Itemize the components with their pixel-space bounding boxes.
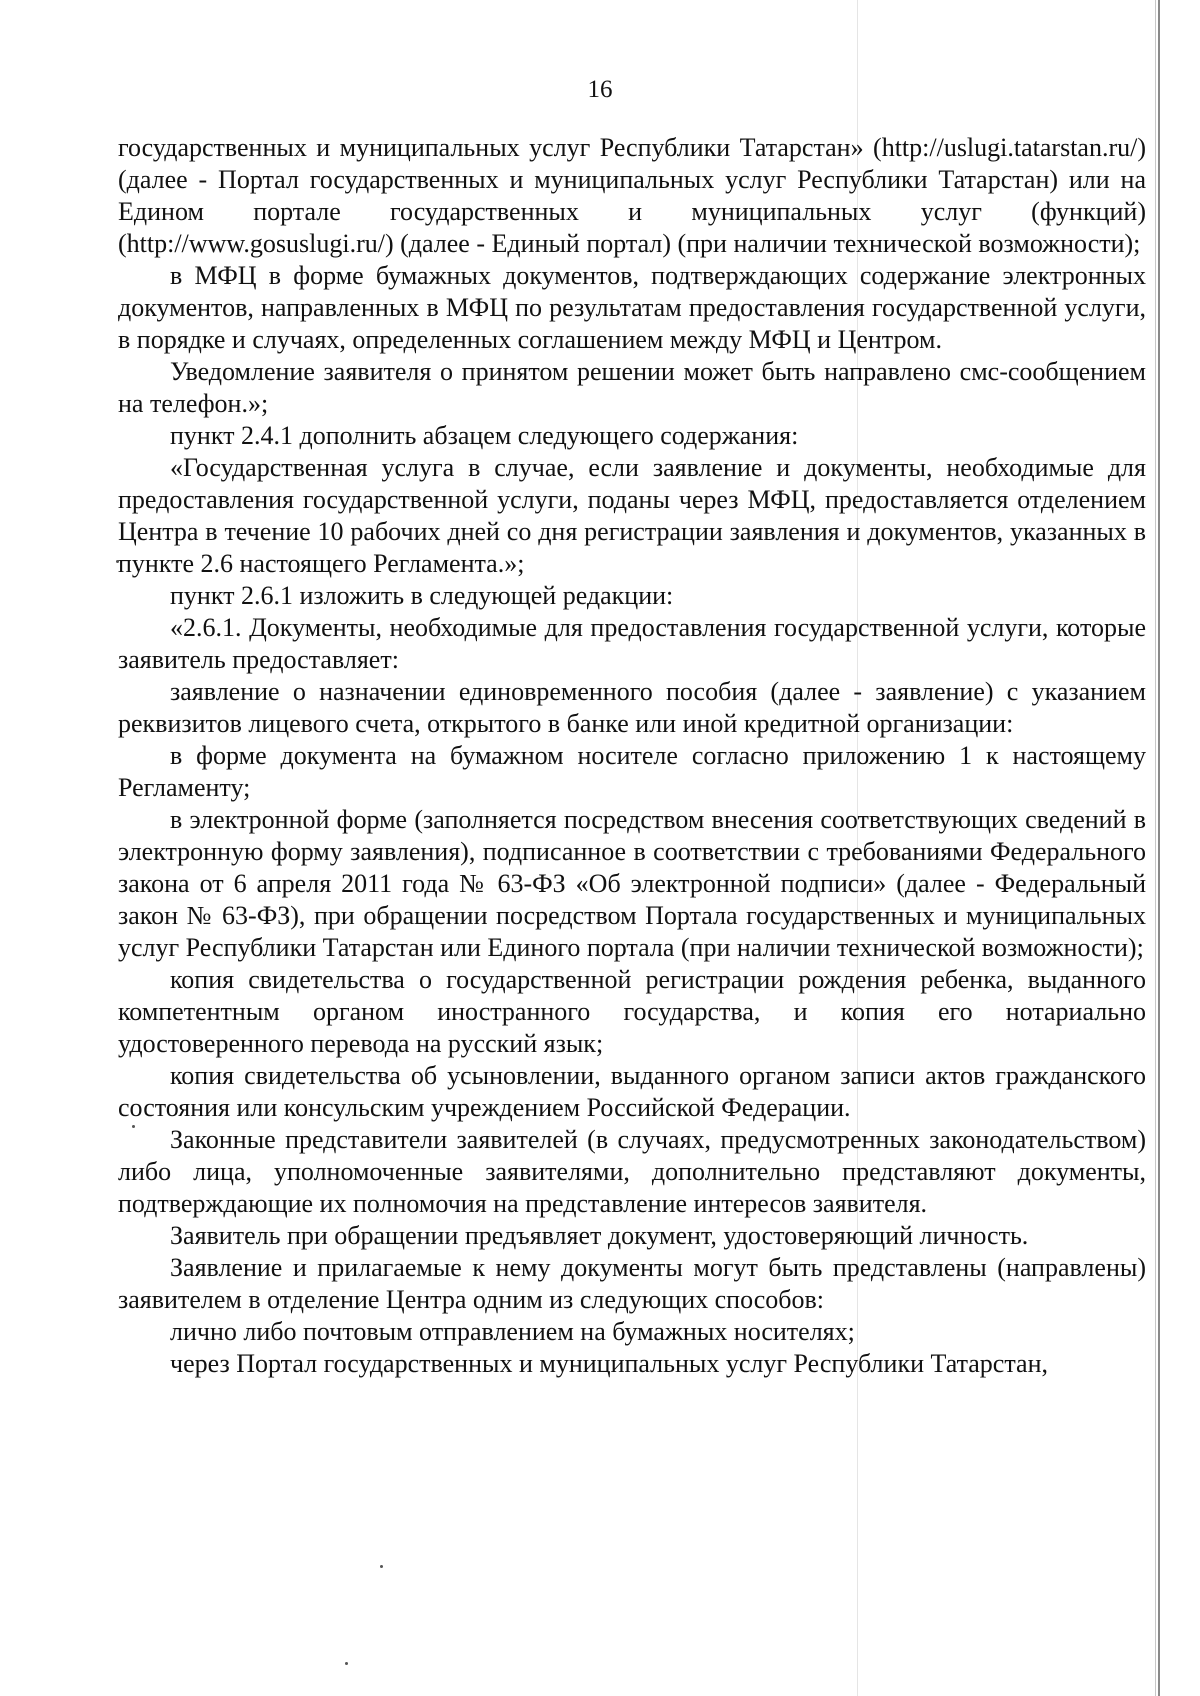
paragraph: лично либо почтовым отправлением на бумажных носителях; — [170, 1317, 855, 1346]
paragraph: через Портал государственных и муниципальных услуг Республики Татарстан, — [170, 1349, 1048, 1378]
paragraph: Заявитель при обращении предъявляет документ, удостоверяющий личность. — [170, 1221, 1029, 1250]
scan-speck — [345, 1662, 348, 1665]
paragraph: «Государственная услуга в случае, если заявление и документы, необходимые для предоставления государственной услуги, поданы через МФЦ, предоставляется отделением Центра в течение 10 рабочих дней со дня регистрации заявления и документов, указанных в пункте 2.6 настоящего Регламента.»; — [118, 453, 1146, 578]
paragraph: Заявление и прилагаемые к нему документы могут быть представлены (направлены) заявителем в отделение Центра одним из следующих способов: — [118, 1253, 1146, 1314]
document-body — [118, 132, 1146, 1380]
paragraph: копия свидетельства о государственной регистрации рождения ребенка, выданного компетентным органом иностранного государства, и копия его нотариально удостоверенного перевода на русский язык; — [118, 965, 1146, 1058]
paragraph: «2.6.1. Документы, необходимые для предоставления государственной услуги, которые заявитель предоставляет: — [118, 613, 1146, 674]
scan-edge-shadow — [1155, 0, 1156, 1696]
paragraph: копия свидетельства об усыновлении, выданного органом записи актов гражданского состояния или консульским учреждением Российской Федерации. — [118, 1061, 1146, 1122]
page-number: 16 — [587, 76, 613, 103]
paragraph: пункт 2.4.1 дополнить абзацем следующего содержания: — [170, 421, 799, 450]
paragraph: Законные представители заявителей (в случаях, предусмотренных законодательством) либо лица, уполномоченные заявителями, дополнительно представляют документы, подтверждающие их полномочия на представление интересов заявителя. — [118, 1125, 1146, 1218]
paragraph: государственных и муниципальных услуг Республики Татарстан» (http://uslugi.tatarstan.ru/) (далее - Портал государственных и муниципальных услуг Республики Татарстан) или на Едином портале государственных и муниципальных услуг (функций) (http://www.gosuslugi.ru/) (далее - Единый портал) (при наличии технической возможности); — [118, 133, 1146, 258]
paragraph: заявление о назначении единовременного пособия (далее - заявление) с указанием реквизитов лицевого счета, открытого в банке или иной кредитной организации: — [118, 677, 1146, 738]
paragraph: Уведомление заявителя о принятом решении может быть направлено смс-сообщением на телефон.»; — [118, 357, 1146, 418]
paragraph: в форме документа на бумажном носителе согласно приложению 1 к настоящему Регламенту; — [118, 741, 1146, 802]
paragraph: в электронной форме (заполняется посредством внесения соответствующих сведений в электронную форму заявления), подписанное в соответствии с требованиями Федерального закона от 6 апреля 2011 года № 63-ФЗ «Об электронной подписи» (далее - Федеральный закон № 63-ФЗ), при обращении посредством Портала государственных и муниципальных услуг Республики Татарстан или Единого портала (при наличии технической возможности); — [118, 805, 1146, 962]
scan-speck — [380, 1565, 383, 1568]
scan-edge-line — [1158, 0, 1160, 1696]
paragraph: пункт 2.6.1 изложить в следующей редакции: — [170, 581, 674, 610]
paragraph: в МФЦ в форме бумажных документов, подтверждающих содержание электронных документов, направленных в МФЦ по результатам предоставления государственной услуги, в порядке и случаях, определенных соглашением между МФЦ и Центром. — [118, 261, 1146, 354]
